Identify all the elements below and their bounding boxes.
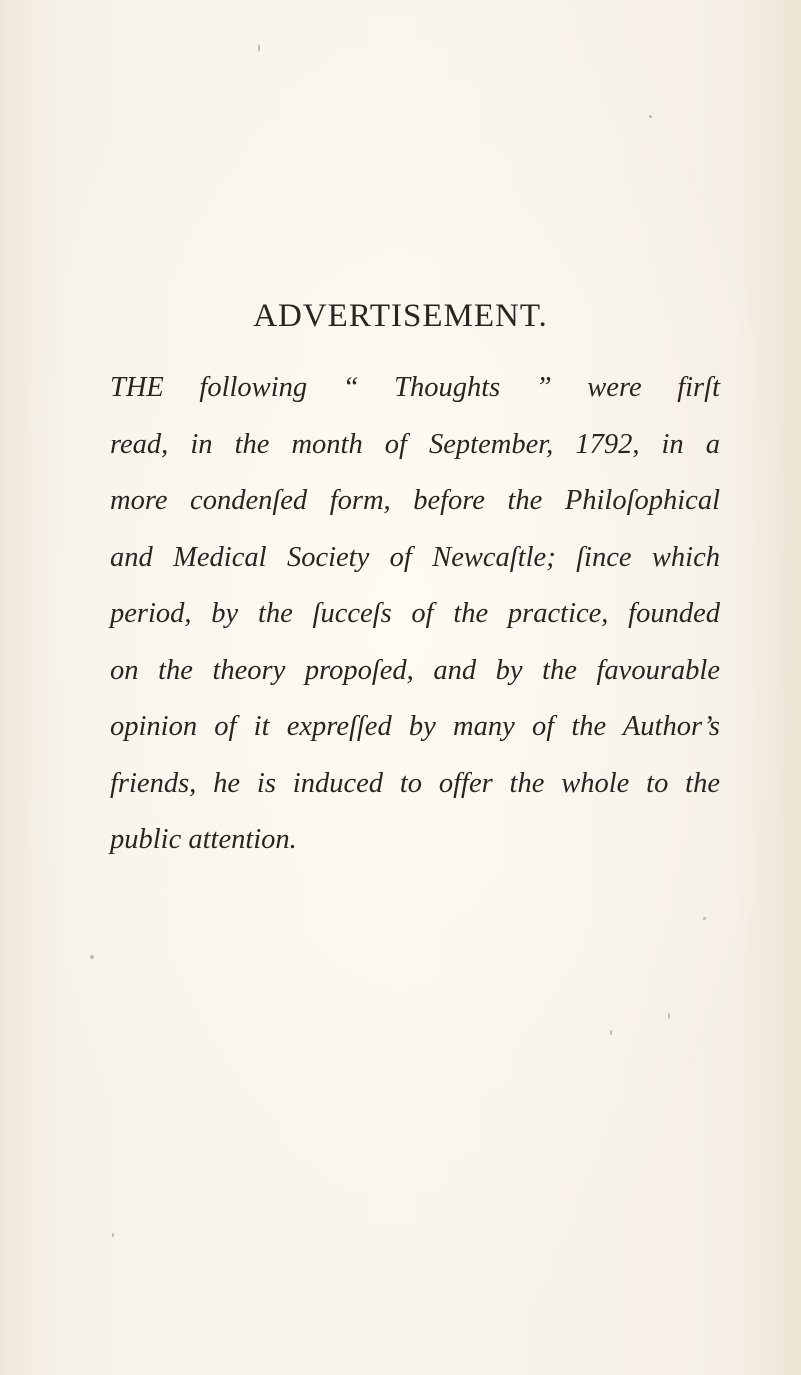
paper-speck bbox=[258, 44, 260, 52]
paragraph-line: public attention. bbox=[110, 824, 297, 855]
paper-speck bbox=[668, 1013, 670, 1019]
page-heading: ADVERTISEMENT. bbox=[253, 298, 548, 334]
paragraph-line: opinion of it expreſſed by many of the Author’s bbox=[110, 711, 720, 742]
paragraph-line: read, in the month of September, 1792, in a bbox=[110, 428, 720, 460]
paper-speck bbox=[703, 917, 706, 920]
paper-speck bbox=[112, 1233, 114, 1237]
paper-speck bbox=[90, 955, 94, 959]
paragraph-line: and Medical Society of Newcaſtle; ſince which bbox=[110, 541, 720, 573]
paragraph-line: more condenſed form, before the Philoſophical bbox=[110, 485, 720, 516]
paper-speck bbox=[610, 1030, 612, 1035]
paragraph-line: on the theory propoſed, and by the favourable bbox=[110, 654, 720, 686]
paper-speck bbox=[649, 115, 652, 118]
paragraph-line: friends, he is induced to offer the whole to the bbox=[110, 767, 720, 799]
paragraph-line: THE following “ Thoughts ” were firſt bbox=[110, 372, 720, 403]
paragraph-line: period, by the ſucceſs of the practice, founded bbox=[110, 598, 720, 629]
advertisement-paragraph bbox=[110, 360, 720, 869]
